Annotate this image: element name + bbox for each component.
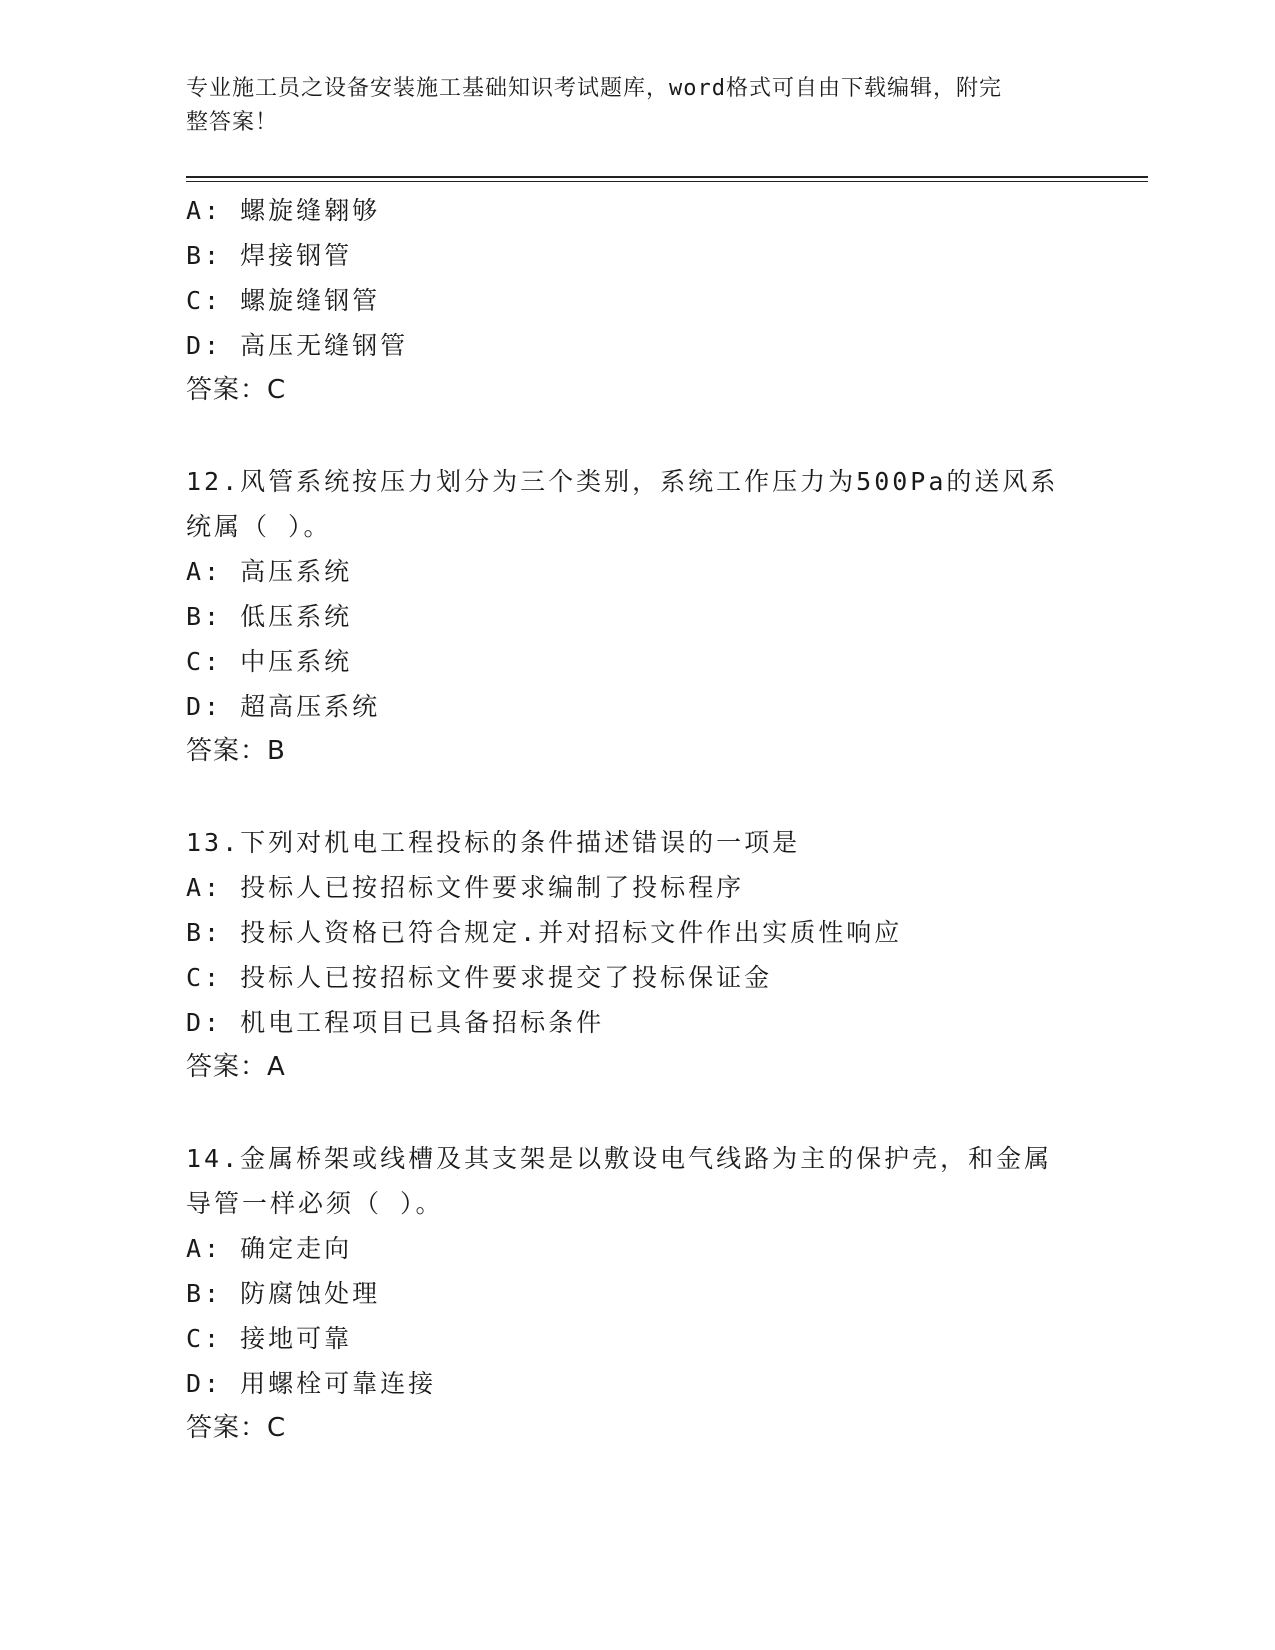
header-divider-thin [186, 181, 1148, 182]
spacer [186, 413, 1086, 459]
question-text-line-1: 13.下列对机电工程投标的条件描述错误的一项是 [186, 828, 801, 857]
answer-label: 答案：C [186, 1413, 287, 1443]
spacer [186, 1090, 1086, 1136]
question-14 [186, 1136, 1086, 1451]
option-a: A: 螺旋缝翱够 [186, 196, 381, 225]
option-c: C: 螺旋缝钢管 [186, 286, 381, 315]
question-13 [186, 820, 1086, 1090]
option-d: D: 高压无缝钢管 [186, 331, 409, 360]
spacer [186, 774, 1086, 820]
option-a: A: 高压系统 [186, 557, 353, 586]
question-text-line-1: 12.风管系统按压力划分为三个类别，系统工作压力为500Pa的送风系 [186, 467, 1059, 496]
header-divider-thick [186, 176, 1148, 178]
answer-label: 答案：B [186, 736, 286, 766]
question-12 [186, 459, 1086, 774]
question-list [186, 188, 1086, 1451]
option-b: B: 低压系统 [186, 602, 353, 631]
question-text [186, 820, 1066, 865]
header-line-1: 专业施工员之设备安装施工基础知识考试题库，word格式可自由下载编辑，附完 [186, 76, 1002, 101]
question-text [186, 1136, 1066, 1226]
question-text-line-2: 导管一样必须（ ）。 [186, 1189, 444, 1218]
option-b: B: 投标人资格已符合规定.并对招标文件作出实质性响应 [186, 918, 903, 947]
option-d: D: 用螺栓可靠连接 [186, 1369, 437, 1398]
option-d: D: 机电工程项目已具备招标条件 [186, 1008, 605, 1037]
header-line-2: 整答案！ [186, 110, 279, 135]
option-a: A: 投标人已按招标文件要求编制了投标程序 [186, 873, 745, 902]
question-11 [186, 188, 1086, 413]
option-a: A: 确定走向 [186, 1234, 353, 1263]
document-header [186, 72, 1066, 140]
option-d: D: 超高压系统 [186, 692, 381, 721]
question-text [186, 459, 1066, 549]
option-b: B: 焊接钢管 [186, 241, 353, 270]
answer-label: 答案：A [186, 1052, 286, 1082]
option-c: C: 接地可靠 [186, 1324, 353, 1353]
option-b: B: 防腐蚀处理 [186, 1279, 381, 1308]
answer-label: 答案：C [186, 375, 287, 405]
question-text-line-2: 统属（ ）。 [186, 512, 332, 541]
question-text-line-1: 14.金属桥架或线槽及其支架是以敷设电气线路为主的保护壳，和金属 [186, 1144, 1053, 1173]
option-c: C: 投标人已按招标文件要求提交了投标保证金 [186, 963, 773, 992]
option-c: C: 中压系统 [186, 647, 353, 676]
